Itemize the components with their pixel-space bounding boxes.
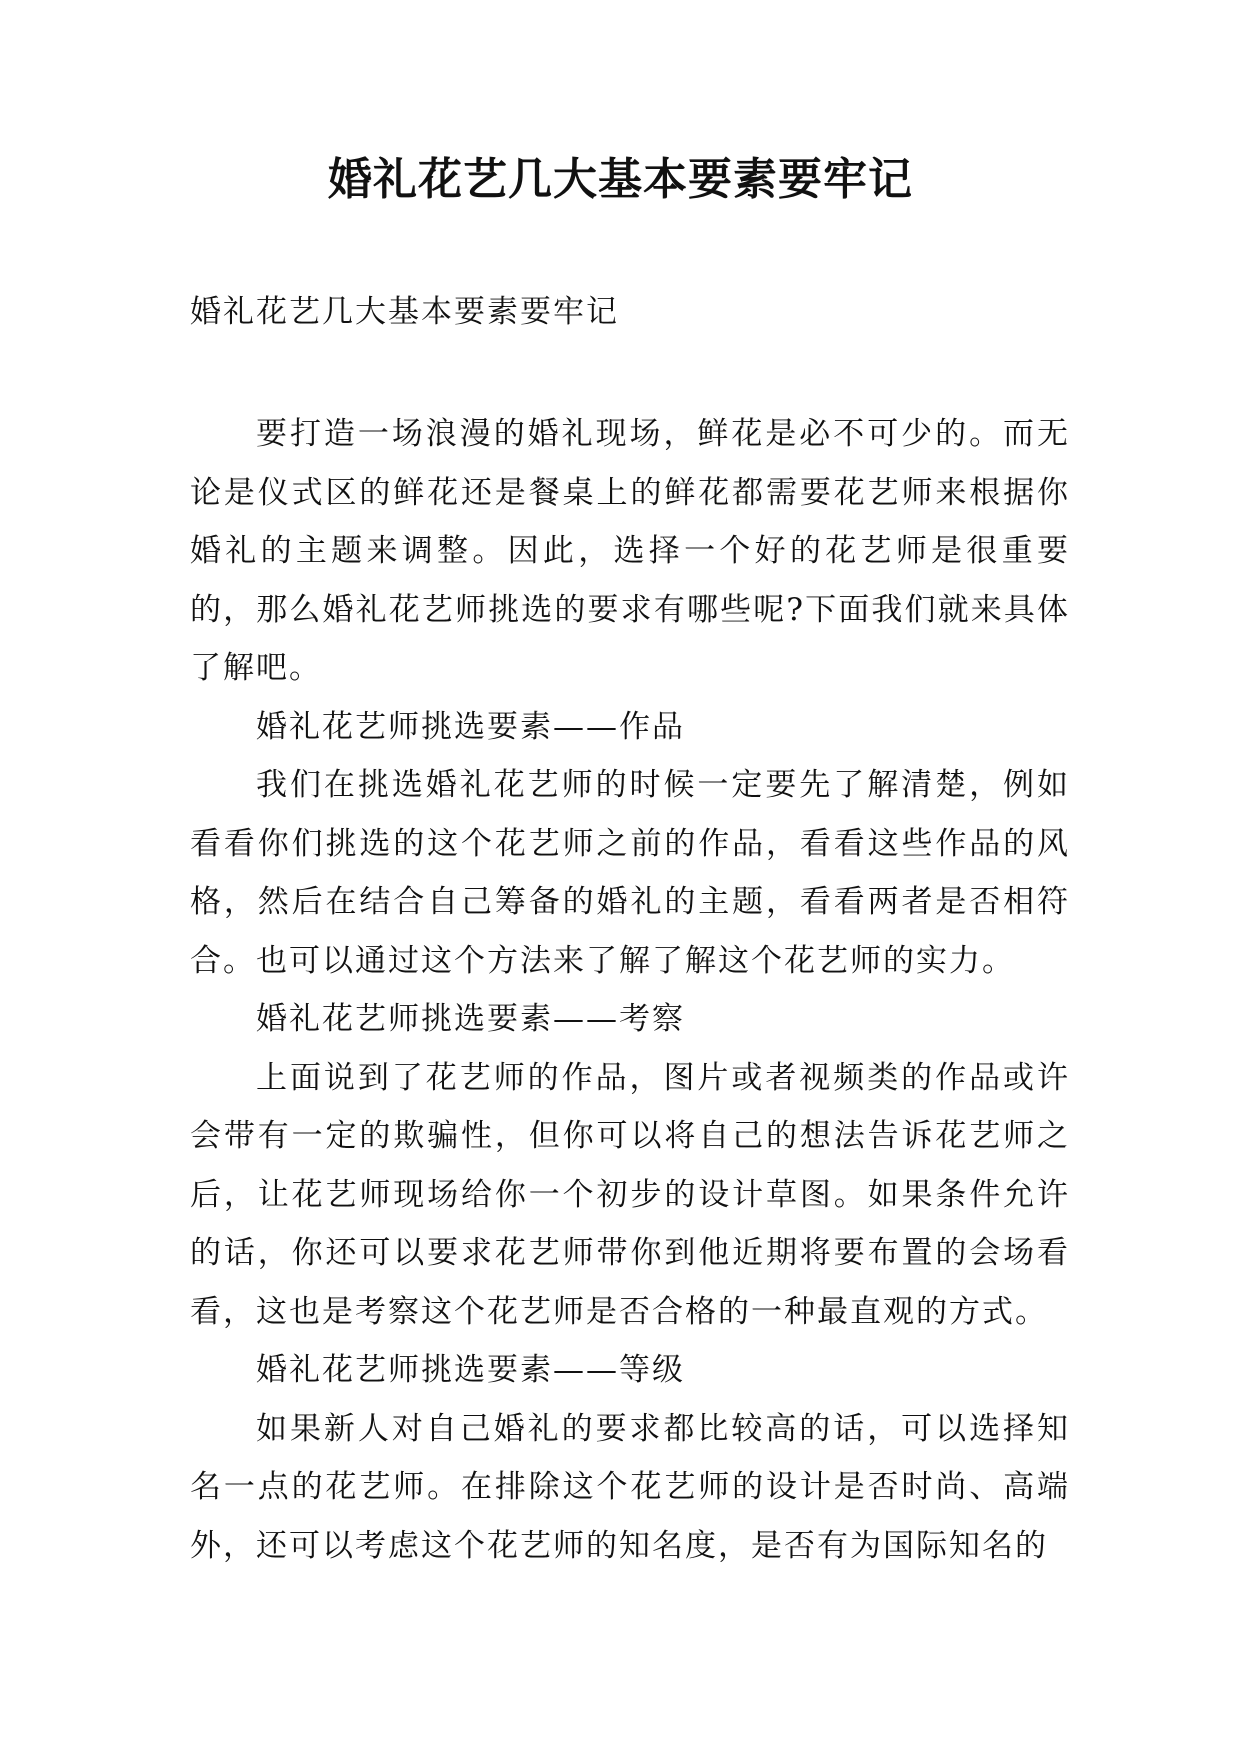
section-paragraph-level: 如果新人对自己婚礼的要求都比较高的话，可以选择知名一点的花艺师。在排除这个花艺师的设计是否时尚、高端外，还可以考虑这个花艺师的知名度，是否有为国际知名的 [190,1410,1070,1564]
section-paragraph-inspection: 上面说到了花艺师的作品，图片或者视频类的作品或许会带有一定的欺骗性，但你可以将自己的想法告诉花艺师之后，让花艺师现场给你一个初步的设计草图。如果条件允许的话，你还可以要求花艺师带你到他近期将要布置的会场看看，这也是考察这个花艺师是否合格的一种最直观的方式。 [190,1059,1070,1330]
section-heading-level: 婚礼花艺师挑选要素——等级 [256,1352,685,1388]
document-body [190,405,1070,1575]
document-title: 婚礼花艺几大基本要素要牢记 [328,154,913,205]
section-heading-inspection: 婚礼花艺师挑选要素——考察 [256,1001,685,1037]
section-heading-works: 婚礼花艺师挑选要素——作品 [256,708,685,745]
section-paragraph-works: 我们在挑选婚礼花艺师的时候一定要先了解清楚，例如看看你们挑选的这个花艺师之前的作品，看看这些作品的风格，然后在结合自己筹备的婚礼的主题，看看两者是否相符合。也可以通过这个方法来了解了解这个花艺师的实力。 [190,767,1070,979]
document-subtitle: 婚礼花艺几大基本要素要牢记 [190,294,619,330]
intro-paragraph: 要打造一场浪漫的婚礼现场，鲜花是必不可少的。而无论是仪式区的鲜花还是餐桌上的鲜花都需要花艺师来根据你婚礼的主题来调整。因此，选择一个好的花艺师是很重要的，那么婚礼花艺师挑选的要求有哪些呢?下面我们就来具体了解吧。 [190,416,1070,686]
